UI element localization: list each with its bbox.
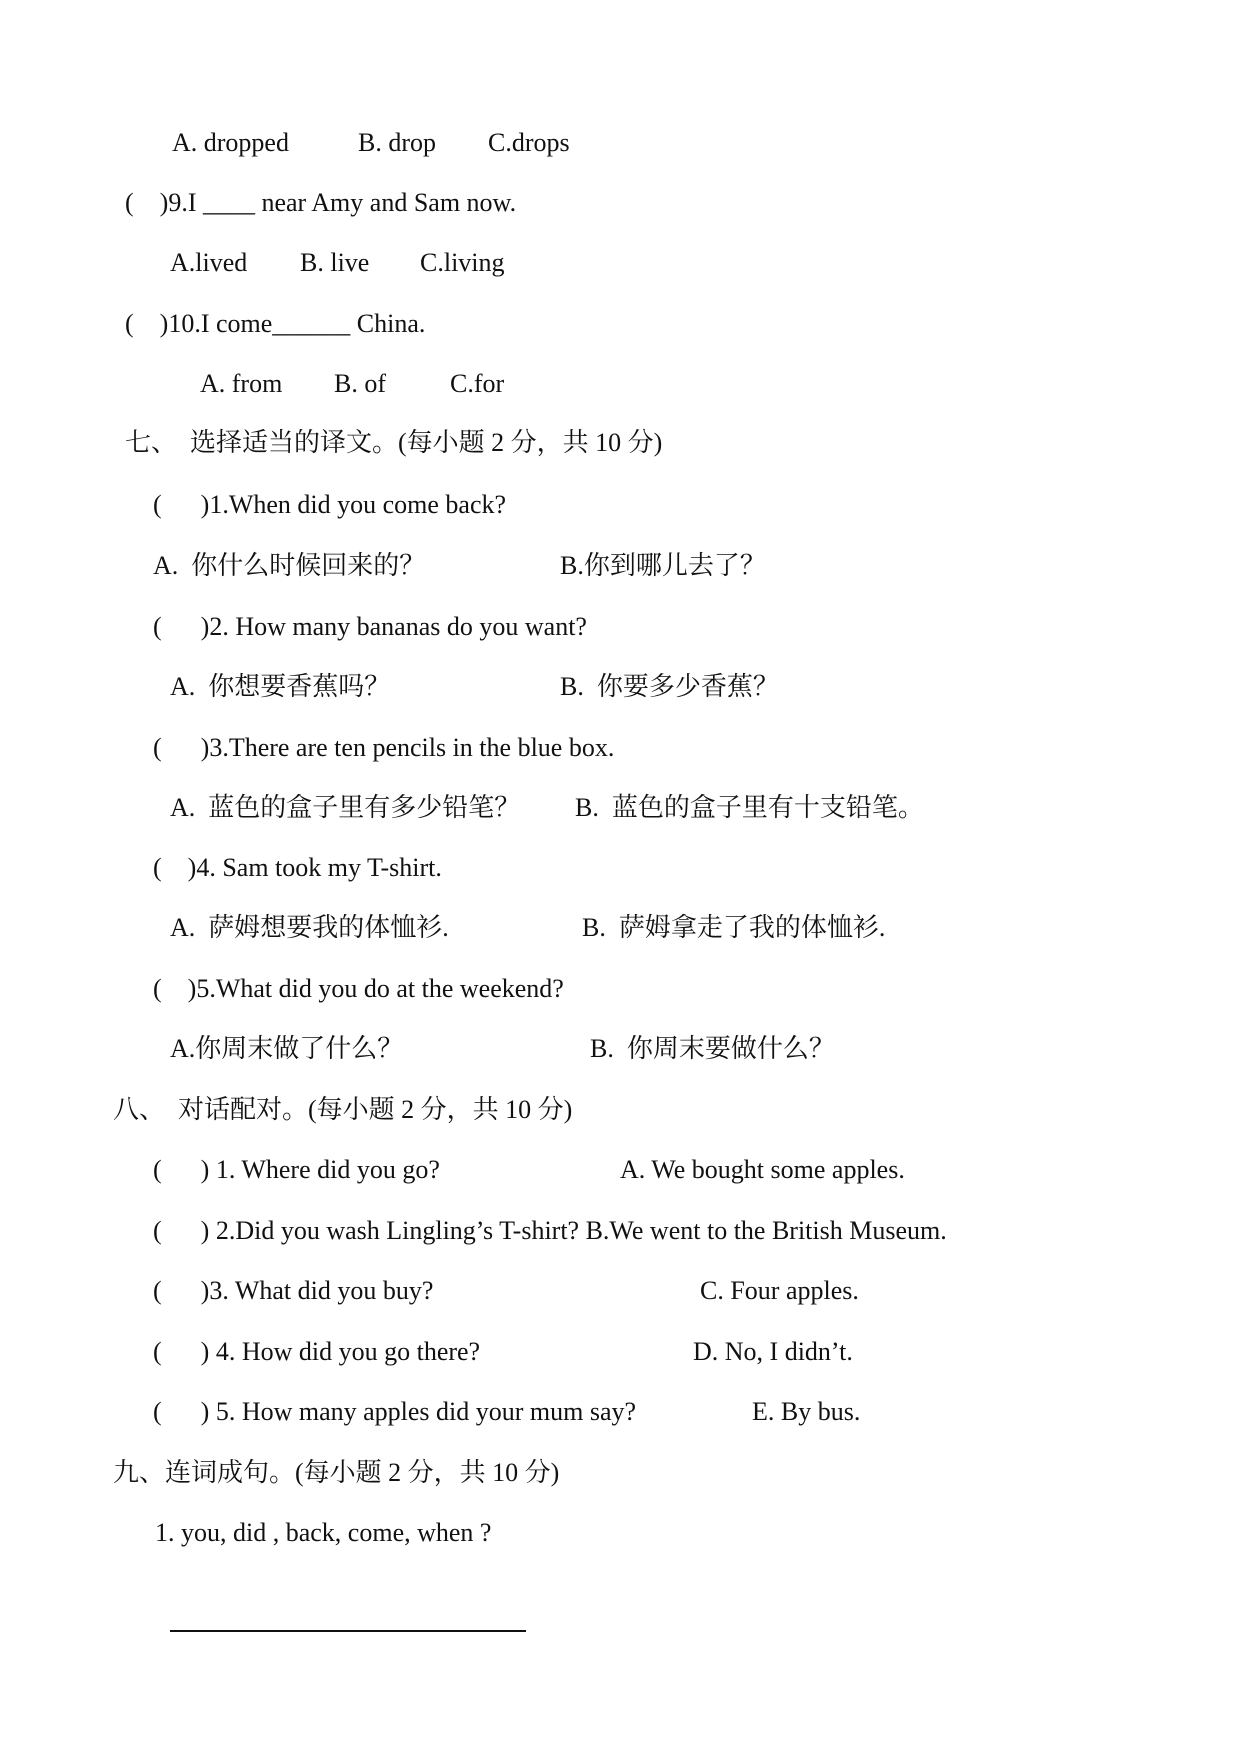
- s7-q4-option-a: A. 萨姆想要我的体恤衫.: [170, 913, 449, 942]
- q10-stem: ( )10.I come______ China.: [125, 309, 426, 338]
- s8-q2-question: ( ) 2.Did you wash Lingling’s T-shirt? B.We went to the British Museum.: [153, 1216, 947, 1245]
- s7-q4-stem: ( )4. Sam took my T-shirt.: [153, 853, 442, 882]
- s8-answer-c: C. Four apples.: [700, 1276, 859, 1305]
- s7-q2-option-a: A. 你想要香蕉吗？: [170, 672, 391, 701]
- q10-option-c: C.for: [450, 369, 505, 398]
- s7-q5-option-b: B. 你周末要做什么？: [590, 1034, 835, 1063]
- s9-q1-words: 1. you, did , back, come, when ?: [155, 1518, 492, 1547]
- q10-option-b: B. of: [334, 369, 386, 398]
- s7-q5-option-a: A.你周末做了什么？: [170, 1034, 404, 1063]
- q9-option-b: B. live: [300, 248, 370, 277]
- q8-option-b: B. drop: [358, 128, 436, 157]
- q10-option-a: A. from: [200, 369, 283, 398]
- q9-stem: ( )9.I ____ near Amy and Sam now.: [125, 188, 517, 217]
- s8-answer-e: E. By bus.: [752, 1397, 861, 1426]
- q9-option-c: C.living: [420, 248, 505, 277]
- s8-q1-question: ( ) 1. Where did you go?: [153, 1155, 440, 1184]
- s7-q1-option-b: B.你到哪儿去了？: [560, 551, 766, 580]
- s7-q5-stem: ( )5.What did you do at the weekend?: [153, 974, 564, 1003]
- s7-q3-stem: ( )3.There are ten pencils in the blue box.: [153, 733, 615, 762]
- answer-line: [170, 1630, 526, 1632]
- q8-option-a: A. dropped: [172, 128, 289, 157]
- s7-q3-option-b: B. 蓝色的盒子里有十支铅笔。: [575, 793, 924, 822]
- s7-q2-option-b: B. 你要多少香蕉？: [560, 672, 779, 701]
- s8-q3-question: ( )3. What did you buy?: [153, 1276, 434, 1305]
- q9-option-a: A.lived: [170, 248, 248, 277]
- s8-answer-d: D. No, I didn’t.: [693, 1337, 853, 1366]
- s8-q4-question: ( ) 4. How did you go there?: [153, 1337, 481, 1366]
- s7-q3-option-a: A. 蓝色的盒子里有多少铅笔？: [170, 793, 521, 822]
- s8-q5-question: ( ) 5. How many apples did your mum say?: [153, 1397, 637, 1426]
- s7-q4-option-b: B. 萨姆拿走了我的体恤衫.: [582, 913, 886, 942]
- s8-answer-a: A. We bought some apples.: [620, 1155, 905, 1184]
- section-9-heading: 九、连词成句。(每小题 2 分，共 10 分): [113, 1458, 560, 1487]
- s7-q2-stem: ( )2. How many bananas do you want?: [153, 612, 587, 641]
- section-7-heading: 七、 选择适当的译文。(每小题 2 分，共 10 分): [125, 428, 663, 457]
- q8-option-c: C.drops: [488, 128, 570, 157]
- s7-q1-option-a: A. 你什么时候回来的？: [153, 551, 426, 580]
- section-8-heading: 八、 对话配对。(每小题 2 分，共 10 分): [113, 1095, 573, 1124]
- s7-q1-stem: ( )1.When did you come back?: [153, 490, 507, 519]
